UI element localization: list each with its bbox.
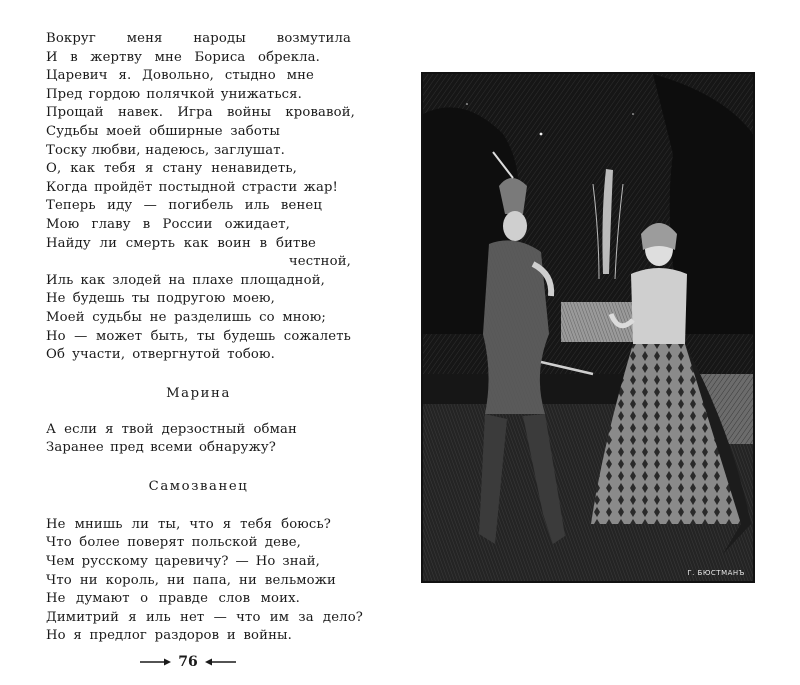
- verse-line: Моей судьбы не разделишь со мною;: [46, 309, 326, 325]
- verse-line: Царевич я. Довольно, стыдно мне: [46, 68, 314, 84]
- verse-line: Пред гордою полячкой унижаться.: [46, 86, 302, 102]
- verse-line: Чем русскому царевичу? — Но знай,: [46, 554, 320, 570]
- verse-line: Димитрий я иль нет — что им за дело?: [46, 609, 363, 625]
- engraving-illustration: [421, 72, 755, 583]
- page-number-value: 76: [178, 654, 198, 670]
- page-number: [136, 653, 240, 671]
- ornament-right-icon: [204, 653, 236, 671]
- speaker-name: Самозванец: [148, 478, 249, 494]
- verse-line: Когда пройдёт постыдной страсти жар!: [46, 179, 338, 195]
- verse-line: Но я предлог раздоров и войны.: [46, 628, 292, 644]
- verse-line-continuation: честной,: [288, 254, 351, 270]
- speaker-name: Марина: [166, 385, 231, 401]
- verse-line: Об участи, отвергнутой тобою.: [46, 347, 275, 363]
- verse-line: Тоску любви, надеюсь, заглушат.: [46, 142, 285, 158]
- verse-line: Мою главу в России ожидает,: [46, 216, 290, 232]
- verse-line: Судьбы моей обширные заботы: [46, 123, 280, 139]
- verse-line: Не будешь ты подругою моею,: [46, 291, 275, 307]
- verse-line: И в жертву мне Бориса обрекла.: [46, 49, 320, 65]
- verse-line: А если я твой дерзостный обман: [46, 421, 297, 437]
- verse-line: Не мнишь ли ты, что я тебя боюсь?: [46, 516, 331, 532]
- verse-line: О, как тебя я стану ненавидеть,: [46, 161, 297, 177]
- verse-line: Что более поверят польской деве,: [46, 535, 301, 551]
- verse-line: Иль как злодей на плахе площадной,: [46, 272, 325, 288]
- verse-line: Теперь иду — погибель иль венец: [46, 198, 322, 214]
- verse-line: Найду ли смерть как воин в битве: [46, 235, 316, 251]
- verse-line: Не думают о правде слов моих.: [46, 591, 300, 607]
- ornament-left-icon: [140, 653, 172, 671]
- engraver-signature: Г. БЮСТМАНЪ: [687, 569, 745, 577]
- verse-line: Но — может быть, ты будешь сожалеть: [46, 328, 351, 344]
- poem-column: [46, 30, 366, 646]
- verse-line: Что ни король, ни папа, ни вельможи: [46, 572, 336, 588]
- verse-line: Прощай навек. Игра войны кровавой,: [46, 105, 355, 121]
- verse-line: Заранее пред всеми обнаружу?: [46, 440, 276, 456]
- verse-line: Вокруг меня народы возмутила: [46, 31, 351, 46]
